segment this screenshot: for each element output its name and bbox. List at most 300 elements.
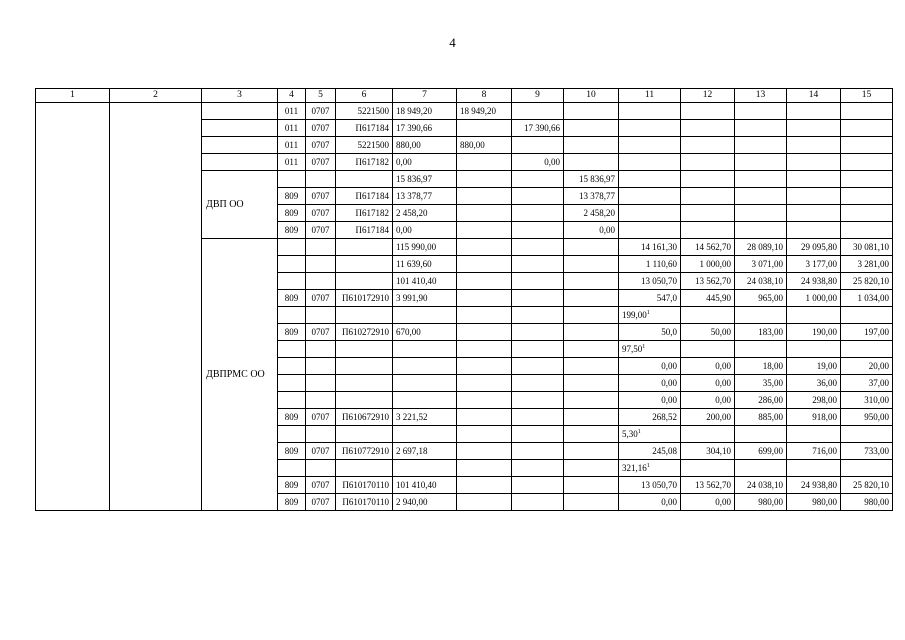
cell-col12 <box>681 120 735 137</box>
cell-col6: П617184 <box>336 222 393 239</box>
cell-col13: 965,00 <box>735 290 787 307</box>
cell-col7: 13 378,77 <box>393 188 457 205</box>
cell-col9 <box>512 137 564 154</box>
column-header-6: 6 <box>336 89 393 103</box>
cell-col13: 183,00 <box>735 324 787 341</box>
cell-col11: 245,08 <box>619 443 681 460</box>
cell-col15: 30 081,10 <box>841 239 893 256</box>
cell-col10: 0,00 <box>564 222 619 239</box>
cell-col7 <box>393 392 457 409</box>
cell-col13 <box>735 171 787 188</box>
cell-col10 <box>564 137 619 154</box>
cell-col5: 0707 <box>306 222 336 239</box>
group-label-dvprms: ДВПРМС ОО <box>202 239 278 511</box>
cell-col4: 809 <box>278 494 306 511</box>
cell-col13: 885,00 <box>735 409 787 426</box>
cell-col11: 268,52 <box>619 409 681 426</box>
cell-col7: 3 991,90 <box>393 290 457 307</box>
cell-col8 <box>457 256 512 273</box>
cell-col10 <box>564 392 619 409</box>
cell-col9 <box>512 460 564 477</box>
cell-col10 <box>564 324 619 341</box>
group-label-dvp: ДВП ОО <box>202 171 278 239</box>
col1-cell <box>36 103 110 511</box>
cell-col7: 15 836,97 <box>393 171 457 188</box>
cell-col8 <box>457 392 512 409</box>
cell-col14 <box>787 137 841 154</box>
cell-col10: 13 378,77 <box>564 188 619 205</box>
cell-col11: 547,0 <box>619 290 681 307</box>
cell-col8: 18 949,20 <box>457 103 512 120</box>
cell-col9 <box>512 256 564 273</box>
cell-col13 <box>735 426 787 443</box>
cell-col9 <box>512 307 564 324</box>
cell-col5: 0707 <box>306 120 336 137</box>
cell-col6 <box>336 307 393 324</box>
cell-col10 <box>564 443 619 460</box>
cell-col14: 918,00 <box>787 409 841 426</box>
cell-col10 <box>564 460 619 477</box>
cell-col4 <box>278 426 306 443</box>
cell-col12: 13 562,70 <box>681 477 735 494</box>
cell-col14 <box>787 426 841 443</box>
cell-col6: П610170110 <box>336 477 393 494</box>
footnote-marker: 1 <box>646 310 650 316</box>
cell-col5 <box>306 341 336 358</box>
group-cell-empty <box>202 120 278 137</box>
cell-col4: 809 <box>278 324 306 341</box>
column-header-8: 8 <box>457 89 512 103</box>
cell-col15: 3 281,00 <box>841 256 893 273</box>
cell-col13 <box>735 205 787 222</box>
cell-col7: 3 221,52 <box>393 409 457 426</box>
cell-col4: 809 <box>278 188 306 205</box>
cell-col4: 011 <box>278 103 306 120</box>
cell-col15: 25 820,10 <box>841 273 893 290</box>
cell-col15 <box>841 171 893 188</box>
cell-col12 <box>681 137 735 154</box>
cell-col11 <box>619 307 681 324</box>
cell-col14: 29 095,80 <box>787 239 841 256</box>
cell-col8 <box>457 222 512 239</box>
cell-col9 <box>512 324 564 341</box>
cell-col15: 980,00 <box>841 494 893 511</box>
cell-col5: 0707 <box>306 443 336 460</box>
cell-col8 <box>457 477 512 494</box>
cell-col14 <box>787 205 841 222</box>
cell-col8 <box>457 375 512 392</box>
cell-col13 <box>735 460 787 477</box>
cell-col10 <box>564 290 619 307</box>
cell-col5: 0707 <box>306 103 336 120</box>
cell-col12: 445,90 <box>681 290 735 307</box>
cell-col5 <box>306 256 336 273</box>
cell-col12 <box>681 103 735 120</box>
column-header-4: 4 <box>278 89 306 103</box>
cell-col9 <box>512 290 564 307</box>
cell-col6 <box>336 375 393 392</box>
cell-col5 <box>306 273 336 290</box>
cell-col6: П610772910 <box>336 443 393 460</box>
column-header-1: 1 <box>36 89 110 103</box>
cell-col13 <box>735 103 787 120</box>
cell-col15: 1 034,00 <box>841 290 893 307</box>
column-header-12: 12 <box>681 89 735 103</box>
cell-col11 <box>619 426 681 443</box>
cell-col14: 980,00 <box>787 494 841 511</box>
cell-col14: 3 177,00 <box>787 256 841 273</box>
column-header-2: 2 <box>110 89 202 103</box>
cell-col5 <box>306 392 336 409</box>
cell-col12: 50,00 <box>681 324 735 341</box>
cell-col5 <box>306 358 336 375</box>
cell-col14: 716,00 <box>787 443 841 460</box>
cell-col13: 24 038,10 <box>735 477 787 494</box>
cell-col9 <box>512 239 564 256</box>
cell-col9 <box>512 426 564 443</box>
cell-col9 <box>512 222 564 239</box>
cell-col13: 286,00 <box>735 392 787 409</box>
cell-col11 <box>619 103 681 120</box>
cell-col8: 880,00 <box>457 137 512 154</box>
cell-col12 <box>681 154 735 171</box>
cell-col9: 0,00 <box>512 154 564 171</box>
cell-col5: 0707 <box>306 494 336 511</box>
cell-col11 <box>619 205 681 222</box>
cell-col8 <box>457 205 512 222</box>
cell-col9 <box>512 477 564 494</box>
cell-col10 <box>564 477 619 494</box>
cell-col6 <box>336 426 393 443</box>
cell-col7: 2 458,20 <box>393 205 457 222</box>
cell-col10 <box>564 154 619 171</box>
cell-col15 <box>841 222 893 239</box>
cell-col5: 0707 <box>306 154 336 171</box>
cell-col9 <box>512 392 564 409</box>
cell-col7: 115 990,00 <box>393 239 457 256</box>
cell-col9 <box>512 273 564 290</box>
cell-value: 321,16 <box>622 463 647 473</box>
cell-col6: П610272910 <box>336 324 393 341</box>
cell-col7 <box>393 375 457 392</box>
cell-col11 <box>619 460 681 477</box>
cell-col11: 0,00 <box>619 494 681 511</box>
cell-col15: 37,00 <box>841 375 893 392</box>
cell-col5 <box>306 460 336 477</box>
cell-col11 <box>619 341 681 358</box>
cell-col8 <box>457 460 512 477</box>
cell-col12 <box>681 222 735 239</box>
cell-col7: 18 949,20 <box>393 103 457 120</box>
cell-col4: 809 <box>278 443 306 460</box>
cell-col8 <box>457 443 512 460</box>
cell-col11: 13 050,70 <box>619 273 681 290</box>
cell-col10 <box>564 409 619 426</box>
cell-col13: 699,00 <box>735 443 787 460</box>
cell-col13 <box>735 137 787 154</box>
cell-col5: 0707 <box>306 188 336 205</box>
cell-col12: 0,00 <box>681 358 735 375</box>
cell-col8 <box>457 426 512 443</box>
cell-col13 <box>735 120 787 137</box>
cell-col12: 1 000,00 <box>681 256 735 273</box>
cell-col15 <box>841 137 893 154</box>
cell-col12: 0,00 <box>681 375 735 392</box>
cell-col5 <box>306 171 336 188</box>
cell-col7 <box>393 307 457 324</box>
cell-col6: П617184 <box>336 188 393 205</box>
cell-col9 <box>512 409 564 426</box>
cell-col10 <box>564 358 619 375</box>
cell-col6: П610172910 <box>336 290 393 307</box>
cell-col6 <box>336 256 393 273</box>
cell-col9 <box>512 341 564 358</box>
cell-col4 <box>278 392 306 409</box>
group-cell-empty <box>202 137 278 154</box>
cell-col8 <box>457 494 512 511</box>
cell-col13 <box>735 222 787 239</box>
column-header-14: 14 <box>787 89 841 103</box>
cell-col10 <box>564 375 619 392</box>
cell-col4: 011 <box>278 120 306 137</box>
cell-col5: 0707 <box>306 205 336 222</box>
group-cell-empty <box>202 154 278 171</box>
cell-col15 <box>841 188 893 205</box>
cell-col14 <box>787 120 841 137</box>
cell-col11: 0,00 <box>619 358 681 375</box>
cell-col12: 13 562,70 <box>681 273 735 290</box>
col2-cell <box>110 103 202 511</box>
cell-col4: 011 <box>278 137 306 154</box>
cell-col8 <box>457 358 512 375</box>
cell-col11 <box>619 154 681 171</box>
cell-col14 <box>787 222 841 239</box>
cell-col7 <box>393 358 457 375</box>
cell-col11 <box>619 171 681 188</box>
cell-col10 <box>564 273 619 290</box>
cell-col8 <box>457 324 512 341</box>
cell-col7 <box>393 426 457 443</box>
cell-col14 <box>787 154 841 171</box>
cell-col12 <box>681 171 735 188</box>
cell-col9 <box>512 375 564 392</box>
cell-col7: 2 940,00 <box>393 494 457 511</box>
cell-col14: 1 000,00 <box>787 290 841 307</box>
cell-col9 <box>512 205 564 222</box>
cell-col7: 17 390,66 <box>393 120 457 137</box>
cell-col13 <box>735 307 787 324</box>
cell-col7: 880,00 <box>393 137 457 154</box>
cell-col14 <box>787 460 841 477</box>
cell-col13: 28 089,10 <box>735 239 787 256</box>
footnote-marker: 1 <box>637 429 641 435</box>
cell-col11: 50,0 <box>619 324 681 341</box>
cell-col4: 809 <box>278 477 306 494</box>
cell-col14 <box>787 188 841 205</box>
cell-col9: 17 390,66 <box>512 120 564 137</box>
cell-col8 <box>457 307 512 324</box>
footnote-marker: 1 <box>642 344 646 350</box>
cell-col4 <box>278 273 306 290</box>
cell-col8 <box>457 188 512 205</box>
cell-col12 <box>681 307 735 324</box>
cell-col13 <box>735 154 787 171</box>
cell-col15 <box>841 154 893 171</box>
budget-table <box>35 88 893 511</box>
cell-col13: 980,00 <box>735 494 787 511</box>
cell-col7: 101 410,40 <box>393 477 457 494</box>
cell-col7 <box>393 341 457 358</box>
cell-col7: 2 697,18 <box>393 443 457 460</box>
cell-col10 <box>564 307 619 324</box>
cell-col4 <box>278 460 306 477</box>
cell-col15: 25 820,10 <box>841 477 893 494</box>
cell-col15 <box>841 307 893 324</box>
cell-col14: 190,00 <box>787 324 841 341</box>
cell-col10 <box>564 239 619 256</box>
cell-col12 <box>681 341 735 358</box>
table-row <box>36 103 893 120</box>
cell-col10: 2 458,20 <box>564 205 619 222</box>
cell-value: 199,00 <box>622 310 647 320</box>
cell-col8 <box>457 341 512 358</box>
cell-col6 <box>336 341 393 358</box>
cell-col5 <box>306 426 336 443</box>
cell-col9 <box>512 443 564 460</box>
header-row <box>36 89 893 103</box>
cell-col12 <box>681 460 735 477</box>
cell-col10 <box>564 494 619 511</box>
cell-col14: 19,00 <box>787 358 841 375</box>
cell-col13: 35,00 <box>735 375 787 392</box>
cell-col6 <box>336 460 393 477</box>
cell-col11: 14 161,30 <box>619 239 681 256</box>
cell-col9 <box>512 171 564 188</box>
column-header-10: 10 <box>564 89 619 103</box>
cell-col8 <box>457 120 512 137</box>
group-cell-empty <box>202 103 278 120</box>
cell-col11 <box>619 137 681 154</box>
cell-col15: 950,00 <box>841 409 893 426</box>
cell-col10 <box>564 120 619 137</box>
cell-col12: 14 562,70 <box>681 239 735 256</box>
cell-col8 <box>457 239 512 256</box>
cell-col12: 0,00 <box>681 392 735 409</box>
cell-col15: 197,00 <box>841 324 893 341</box>
cell-col6: П617182 <box>336 154 393 171</box>
cell-col11: 0,00 <box>619 375 681 392</box>
cell-col7: 101 410,40 <box>393 273 457 290</box>
cell-col4: 809 <box>278 205 306 222</box>
cell-col11: 1 110,60 <box>619 256 681 273</box>
cell-col14 <box>787 307 841 324</box>
column-header-3: 3 <box>202 89 278 103</box>
cell-col5: 0707 <box>306 324 336 341</box>
cell-col7: 0,00 <box>393 222 457 239</box>
cell-col14: 298,00 <box>787 392 841 409</box>
cell-col10 <box>564 103 619 120</box>
cell-value: 5,30 <box>622 429 638 439</box>
cell-col13 <box>735 188 787 205</box>
cell-col10 <box>564 341 619 358</box>
cell-col6 <box>336 239 393 256</box>
cell-col4 <box>278 341 306 358</box>
cell-col4: 809 <box>278 409 306 426</box>
cell-col14 <box>787 171 841 188</box>
cell-col13 <box>735 341 787 358</box>
cell-col4 <box>278 307 306 324</box>
cell-col14: 24 938,80 <box>787 273 841 290</box>
cell-col6: 5221500 <box>336 137 393 154</box>
cell-col7: 0,00 <box>393 154 457 171</box>
cell-col15 <box>841 460 893 477</box>
cell-col14 <box>787 103 841 120</box>
cell-col6 <box>336 273 393 290</box>
column-header-13: 13 <box>735 89 787 103</box>
cell-col4: 809 <box>278 290 306 307</box>
cell-col5 <box>306 307 336 324</box>
cell-col10: 15 836,97 <box>564 171 619 188</box>
cell-col14: 36,00 <box>787 375 841 392</box>
cell-col12 <box>681 188 735 205</box>
cell-col6 <box>336 358 393 375</box>
page-number: 4 <box>449 35 456 50</box>
column-header-15: 15 <box>841 89 893 103</box>
cell-col15 <box>841 103 893 120</box>
cell-col9 <box>512 188 564 205</box>
cell-col4: 809 <box>278 222 306 239</box>
cell-col6: 5221500 <box>336 103 393 120</box>
cell-col5: 0707 <box>306 477 336 494</box>
column-header-7: 7 <box>393 89 457 103</box>
cell-col9 <box>512 494 564 511</box>
cell-col4: 011 <box>278 154 306 171</box>
cell-col10 <box>564 256 619 273</box>
cell-col6 <box>336 392 393 409</box>
cell-col5: 0707 <box>306 290 336 307</box>
cell-col6: П617182 <box>336 205 393 222</box>
cell-col14 <box>787 341 841 358</box>
cell-col4 <box>278 171 306 188</box>
column-header-11: 11 <box>619 89 681 103</box>
cell-col12 <box>681 205 735 222</box>
cell-col13: 3 071,00 <box>735 256 787 273</box>
cell-col4 <box>278 358 306 375</box>
cell-col4 <box>278 239 306 256</box>
cell-col5: 0707 <box>306 137 336 154</box>
cell-col7: 11 639,60 <box>393 256 457 273</box>
cell-col11 <box>619 188 681 205</box>
cell-col5: 0707 <box>306 409 336 426</box>
footnote-marker: 1 <box>646 463 650 469</box>
cell-col15: 733,00 <box>841 443 893 460</box>
cell-col15 <box>841 426 893 443</box>
cell-col8 <box>457 409 512 426</box>
cell-value: 97,50 <box>622 344 643 354</box>
cell-col8 <box>457 290 512 307</box>
cell-col12: 304,10 <box>681 443 735 460</box>
cell-col15 <box>841 205 893 222</box>
cell-col14: 24 938,80 <box>787 477 841 494</box>
cell-col4 <box>278 256 306 273</box>
cell-col12: 0,00 <box>681 494 735 511</box>
cell-col11: 0,00 <box>619 392 681 409</box>
cell-col8 <box>457 154 512 171</box>
cell-col11 <box>619 120 681 137</box>
cell-col7: 670,00 <box>393 324 457 341</box>
cell-col9 <box>512 358 564 375</box>
cell-col12: 200,00 <box>681 409 735 426</box>
